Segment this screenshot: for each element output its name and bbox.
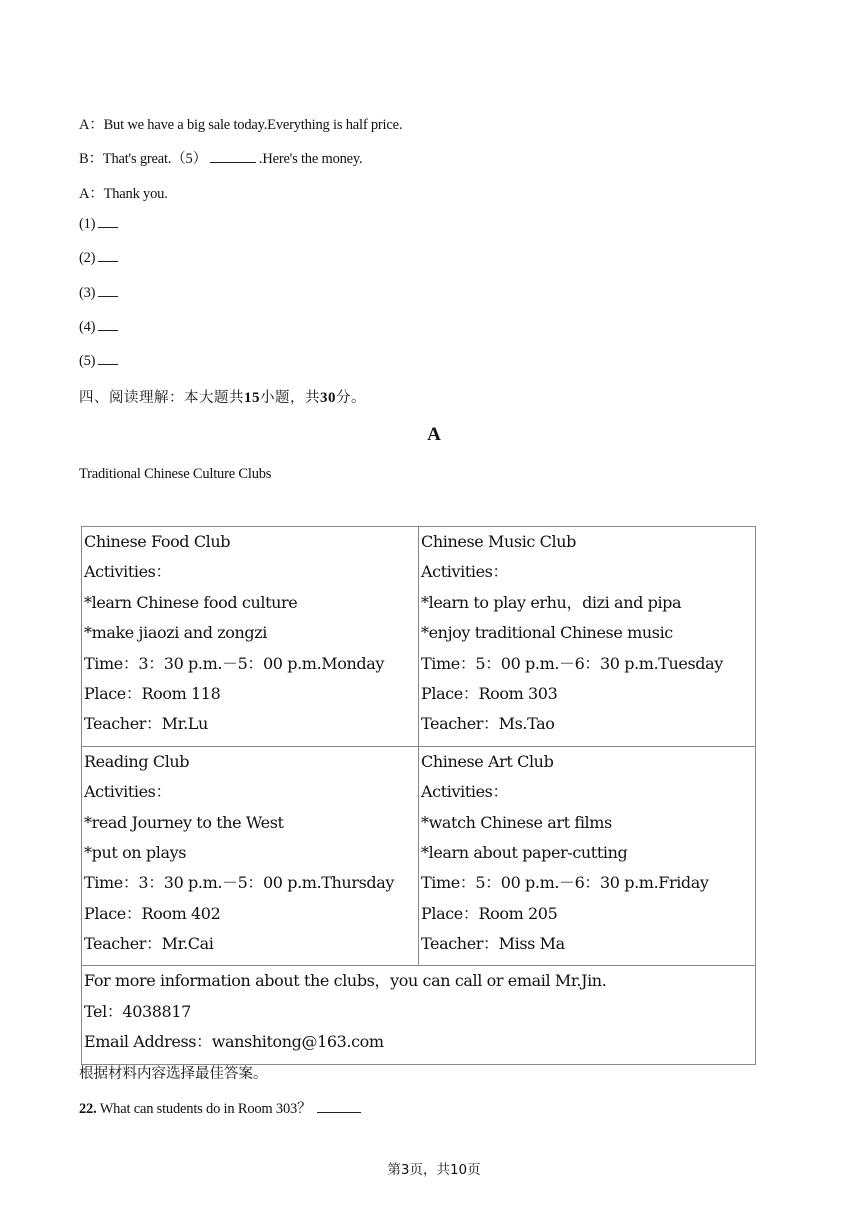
speaker: A：: [79, 186, 104, 202]
club-teacher: Teacher：Ms.Tao: [421, 714, 555, 734]
club-cell-music: [419, 527, 756, 747]
club-time: Time：3：30 p.m.－5：00 p.m.Monday: [84, 653, 384, 673]
answer-blank[interactable]: [98, 260, 118, 262]
club-cell-reading: [82, 746, 419, 966]
answer-blank[interactable]: [210, 161, 256, 163]
activity-item: *make jiaozi and zongzi: [84, 623, 267, 643]
club-time: Time：3：30 p.m.－5：00 p.m.Thursday: [84, 873, 395, 893]
club-teacher: Teacher：Miss Ma: [421, 934, 565, 954]
club-teacher: Teacher：Mr.Cai: [84, 934, 214, 954]
club-teacher: Teacher：Mr.Lu: [84, 714, 208, 734]
section-letter: A: [427, 424, 441, 445]
answer-blank[interactable]: [98, 329, 118, 331]
instruction: 根据材料内容选择最佳答案。: [79, 1066, 268, 1082]
answer-line-3: [79, 285, 121, 302]
dialogue-text: .Here's the money.: [258, 151, 363, 167]
answer-label: (1): [79, 216, 96, 232]
answer-blank[interactable]: [98, 226, 118, 228]
dialogue-line-3: [79, 182, 168, 203]
answer-line-4: [79, 319, 121, 336]
table-row: [82, 527, 756, 747]
answer-blank[interactable]: [317, 1111, 361, 1113]
activities-label: Activities：: [421, 562, 509, 582]
contact-cell: [82, 966, 756, 1064]
answer-blank[interactable]: [98, 295, 118, 297]
answer-label: (3): [79, 285, 96, 301]
club-name: Chinese Music Club: [421, 532, 576, 551]
answer-line-5: [79, 353, 121, 370]
heading-text: 分。: [336, 390, 366, 406]
section-heading: [79, 386, 366, 407]
club-place: Place：Room 402: [84, 903, 221, 923]
heading-text: 小题，共: [260, 390, 320, 406]
activity-item: *learn to play erhu，dizi and pipa: [421, 592, 682, 612]
answer-label: (4): [79, 319, 96, 335]
activity-item: *read Journey to the West: [84, 812, 284, 832]
contact-info: For more information about the clubs，you can call or email Mr.Jin.: [84, 971, 607, 991]
answer-line-1: [79, 216, 121, 233]
dialogue-line-1: [79, 113, 402, 134]
contact-email: Email Address：wanshitong@163.com: [84, 1032, 384, 1052]
activity-item: *put on plays: [84, 842, 187, 862]
speaker: A：: [79, 117, 104, 133]
club-time: Time：5：00 p.m.－6：30 p.m.Tuesday: [421, 653, 723, 673]
answer-line-2: [79, 250, 121, 267]
answer-label: (5): [79, 353, 96, 369]
club-place: Place：Room 303: [421, 683, 558, 703]
club-place: Place：Room 118: [84, 683, 221, 703]
club-cell-food: [82, 527, 419, 747]
speaker: B：: [79, 151, 103, 167]
activity-item: *learn Chinese food culture: [84, 592, 298, 612]
table-row: [82, 746, 756, 966]
total-score: 30: [320, 390, 336, 406]
club-cell-art: [419, 746, 756, 966]
activity-item: *learn about paper-cutting: [421, 842, 628, 862]
table-row: [82, 966, 756, 1064]
activities-label: Activities：: [421, 782, 509, 802]
activities-label: Activities：: [84, 782, 172, 802]
question-number: 22.: [79, 1101, 97, 1117]
clubs-table: [81, 526, 756, 1065]
club-name: Reading Club: [84, 751, 190, 771]
club-place: Place：Room 205: [421, 903, 558, 923]
activity-item: *watch Chinese art films: [421, 812, 612, 832]
answer-blank[interactable]: [98, 363, 118, 365]
answer-label: (2): [79, 250, 96, 266]
question-22: [79, 1097, 364, 1118]
club-name: Chinese Food Club: [84, 532, 231, 551]
activity-item: *enjoy traditional Chinese music: [421, 623, 673, 643]
club-time: Time：5：00 p.m.－6：30 p.m.Friday: [421, 873, 709, 893]
question-text: What can students do in Room 303？: [96, 1101, 312, 1117]
dialogue-text: That's great.（5）: [102, 151, 207, 167]
question-count: 15: [244, 390, 260, 406]
heading-text: 四、阅读理解：本大题共: [79, 390, 244, 406]
page-footer: 第3页，共10页: [387, 1162, 481, 1178]
dialogue-text: But we have a big sale today.Everything is half price.: [103, 117, 403, 133]
contact-tel: Tel：4038817: [84, 1001, 191, 1021]
activities-label: Activities：: [84, 562, 172, 582]
club-name: Chinese Art Club: [421, 751, 554, 771]
dialogue-text: Thank you.: [103, 186, 168, 202]
passage-title: Traditional Chinese Culture Clubs: [79, 466, 272, 482]
dialogue-line-2: [79, 147, 362, 168]
